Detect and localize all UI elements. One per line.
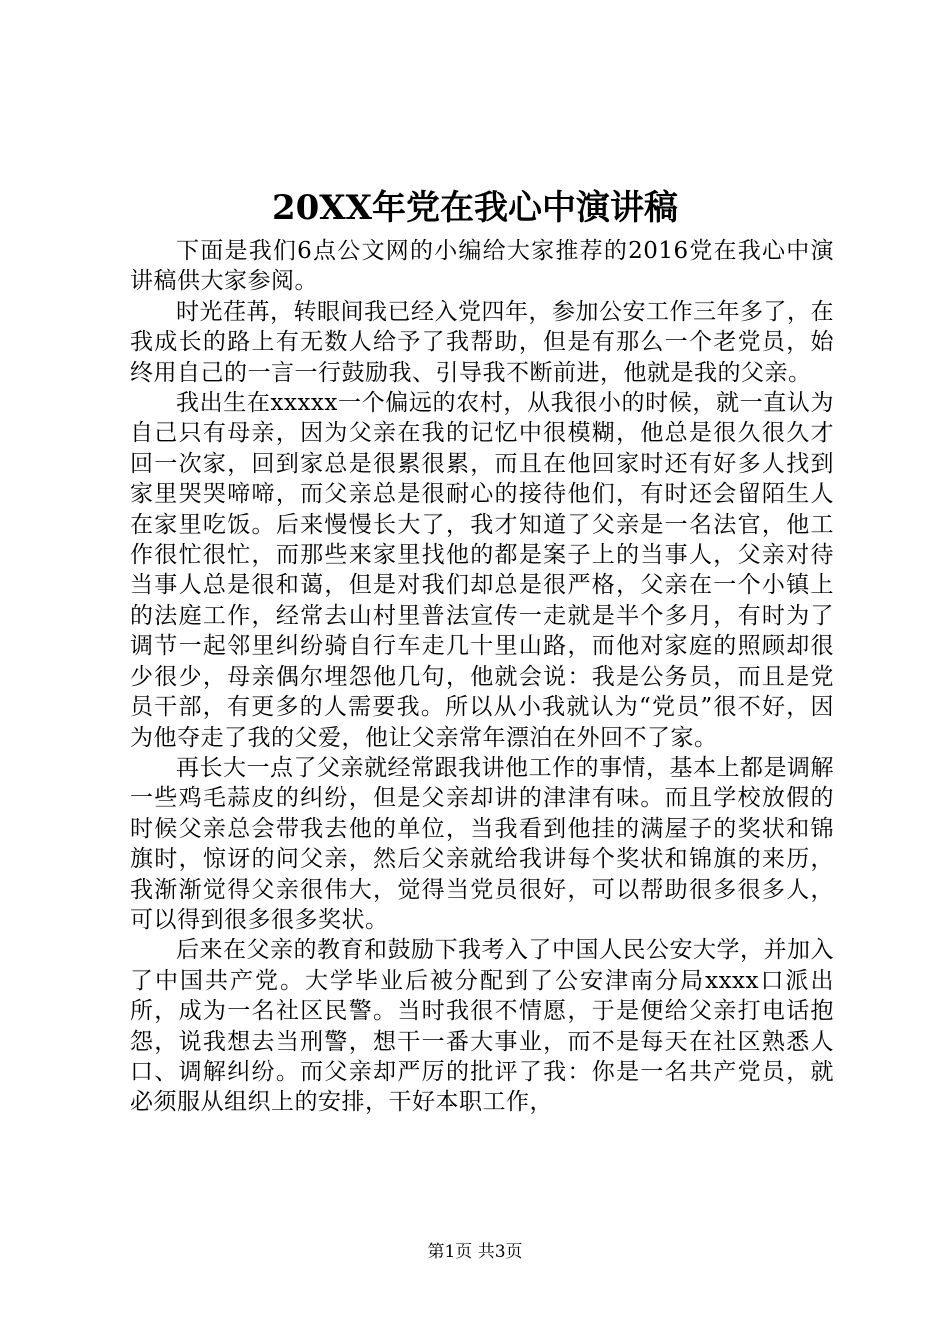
- page-number-footer: 第1页 共3页: [427, 1242, 523, 1262]
- document-title: 20XX年党在我心中演讲稿: [271, 188, 679, 228]
- paragraph-3: 我出生在xxxxx一个偏远的农村，从我很小的时候，就一直认为自己只有母亲，因为父亲在我的记忆中很模糊，他总是很久很久才回一次家，回到家总是很累很累，而且在他回家时还有好多人找到家里哭哭啼啼，而父亲总是很耐心的接待他们，有时还会留陌生人在家里吃饭。后来慢慢长大了，我才知道了父亲是一名法官，他工作很忙很忙，而那些来家里找他的都是案子上的当事人，父亲对待当事人总是很和蔼，但是对我们却总是很严格，父亲在一个小镇上的法庭工作，经常去山村里普法宣传一走就是半个多月，有时为了调节一起邻里纠纷骑自行车走几十里山路，而他对家庭的照顾却很少很少，母亲偶尔埋怨他几句，他就会说：我是公务员，而且是党员干部，有更多的人需要我。所以从小我就认为“党员”很不好，因为他夺走了我的父爱，他让父亲常年漂泊在外回不了家。: [130, 390, 834, 751]
- paragraph-2: 时光荏苒，转眼间我已经入党四年，参加公安工作三年多了，在我成长的路上有无数人给予了我帮助，但是有那么一个老党员，始终用自己的一言一行鼓励我、引导我不断前进，他就是我的父亲。: [130, 298, 834, 386]
- paragraph-1: 下面是我们6点公文网的小编给大家推荐的2016党在我心中演讲稿供大家参阅。: [130, 238, 834, 295]
- paragraph-5: 后来在父亲的教育和鼓励下我考入了中国人民公安大学，并加入了中国共产党。大学毕业后被分配到了公安津南分局xxxx口派出所，成为一名社区民警。当时我很不情愿，于是便给父亲打电话抱怨，说我想去当刑警，想干一番大事业，而不是每天在社区熟悉人口、调解纠纷。而父亲却严厉的批评了我：你是一名共产党员，就必须服从组织上的安排，干好本职工作，: [130, 937, 834, 1116]
- document-body: [130, 236, 834, 1118]
- paragraph-4: 再长大一点了父亲就经常跟我讲他工作的事情，基本上都是调解一些鸡毛蒜皮的纠纷，但是父亲却讲的津津有味。而且学校放假的时候父亲总会带我去他的单位，当我看到他挂的满屋子的奖状和锦旗时，惊讶的问父亲，然后父亲就给我讲每个奖状和锦旗的来历，我渐渐觉得父亲很伟大，觉得当党员很好，可以帮助很多很多人，可以得到很多很多奖状。: [130, 754, 834, 933]
